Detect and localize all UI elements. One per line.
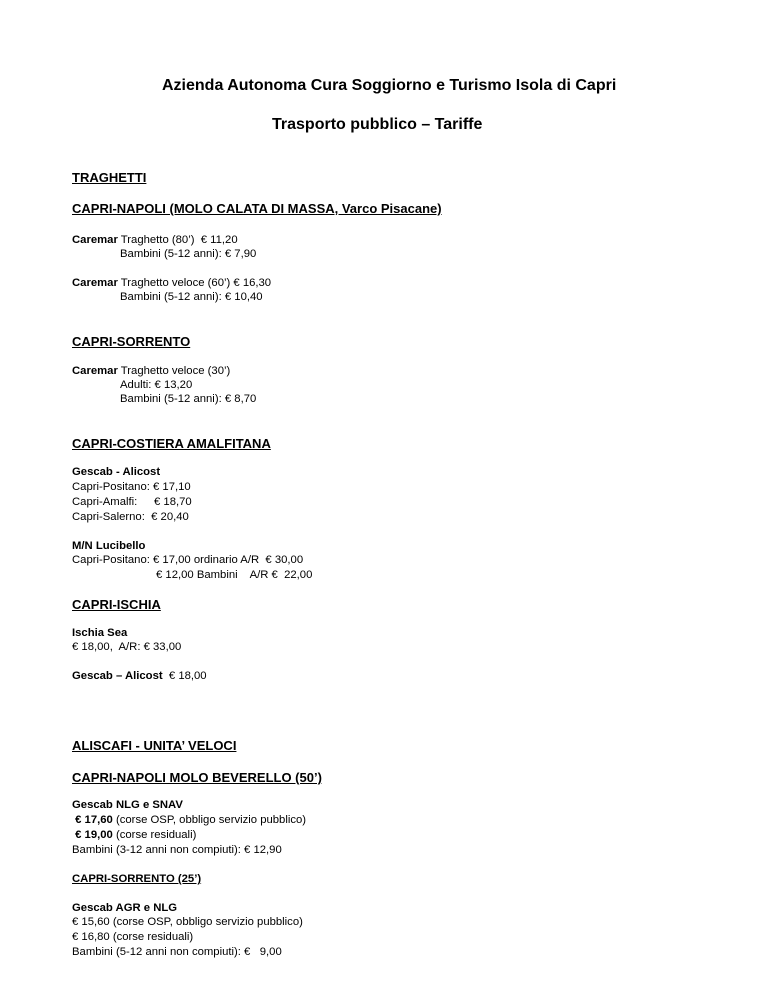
route-heading-capri-costiera-amalfitana: CAPRI-COSTIERA AMALFITANA xyxy=(72,436,271,451)
section-heading-traghetti: TRAGHETTI xyxy=(72,170,147,185)
fare-line xyxy=(72,235,238,246)
fare-child-line: Bambini (3-12 anni non compiuti): € 12,90 xyxy=(72,844,282,856)
fare-value: € 18,00 xyxy=(162,670,207,682)
route-heading-capri-sorrento-aliscafi: CAPRI-SORRENTO (25’) xyxy=(72,873,202,885)
operator-name: Caremar xyxy=(72,234,118,246)
operator-name: M/N Lucibello xyxy=(72,540,146,552)
fare-line xyxy=(72,671,207,682)
fare-line xyxy=(72,366,230,377)
fare-child-line: Bambini (5-12 anni): € 10,40 xyxy=(120,291,263,303)
fare-value: € 17,60 xyxy=(72,814,113,826)
route-heading-capri-napoli-beverello: CAPRI-NAPOLI MOLO BEVERELLO (50’) xyxy=(72,770,322,785)
fare-description: Traghetto (80’) € 11,20 xyxy=(117,234,238,246)
fare-line xyxy=(72,278,271,289)
operator-name: Gescab NLG e SNAV xyxy=(72,799,183,811)
fare-line xyxy=(72,497,192,508)
fare-description: (corse OSP, obbligo servizio pubblico) xyxy=(112,814,307,826)
fare-line: € 18,00, A/R: € 33,00 xyxy=(72,641,182,653)
fare-line: Capri-Salerno: € 20,40 xyxy=(72,511,189,523)
fare-line xyxy=(72,815,306,826)
fare-line: Capri-Positano: € 17,00 ordinario A/R € 30,00 xyxy=(72,554,304,566)
route-heading-capri-ischia: CAPRI-ISCHIA xyxy=(72,597,161,612)
route-heading-capri-sorrento: CAPRI-SORRENTO xyxy=(72,334,191,349)
operator-name: Gescab AGR e NLG xyxy=(72,902,178,914)
fare-child-line: Bambini (5-12 anni): € 8,70 xyxy=(120,393,257,405)
fare-child-line: Bambini (5-12 anni): € 7,90 xyxy=(120,248,257,260)
fare-description: (corse residuali) xyxy=(112,829,197,841)
fare-line: Capri-Positano: € 17,10 xyxy=(72,481,191,493)
fare-adult-line: Adulti: € 13,20 xyxy=(120,379,193,391)
document-title: Azienda Autonoma Cura Soggiorno e Turismo Isola di Capri xyxy=(162,77,617,94)
fare-description: Traghetto veloce (60’) € 16,30 xyxy=(117,277,272,289)
operator-name: Caremar xyxy=(72,277,118,289)
route-heading-capri-napoli: CAPRI-NAPOLI (MOLO CALATA DI MASSA, Varco Pisacane) xyxy=(72,201,442,216)
route-name: Capri-Amalfi: xyxy=(72,496,138,508)
operator-name: Ischia Sea xyxy=(72,627,128,639)
fare-line: € 16,80 (corse residuali) xyxy=(72,931,194,943)
document-subtitle: Trasporto pubblico – Tariffe xyxy=(272,116,483,133)
fare-value: € 18,70 xyxy=(154,496,192,508)
section-heading-aliscafi: ALISCAFI - UNITA’ VELOCI xyxy=(72,738,237,753)
fare-description: Traghetto veloce (30’) xyxy=(117,365,231,377)
fare-value: € 19,00 xyxy=(72,829,113,841)
fare-child-line: Bambini (5-12 anni non compiuti): € 9,00 xyxy=(72,946,282,958)
operator-name: Gescab – Alicost xyxy=(72,670,163,682)
fare-line: € 12,00 Bambini A/R € 22,00 xyxy=(156,569,313,581)
operator-name: Gescab - Alicost xyxy=(72,466,161,478)
operator-name: Caremar xyxy=(72,365,118,377)
fare-line xyxy=(72,830,196,841)
fare-line: € 15,60 (corse OSP, obbligo servizio pubblico) xyxy=(72,916,303,928)
